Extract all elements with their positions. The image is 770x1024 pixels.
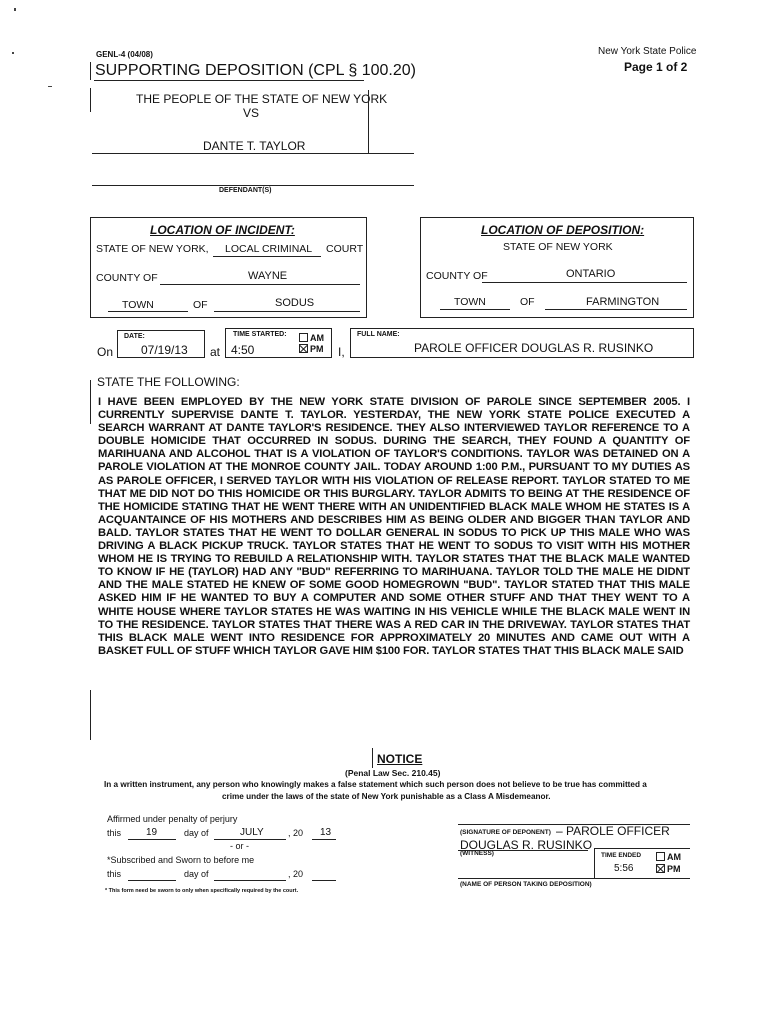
margin-rule [90,88,91,112]
incident-court-type: LOCAL CRIMINAL [225,243,313,255]
am-checkbox [299,333,308,342]
statement-intro: STATE THE FOLLOWING: [97,375,240,389]
header-underline [94,80,364,81]
day-of2-label: day of [184,869,209,879]
scan-mark [48,86,52,87]
affirmed-text: Affirmed under penalty of perjury [107,814,238,824]
i-label: I, [338,345,345,359]
form-id: GENL-4 (04/08) [96,50,153,59]
on-label: On [97,345,114,359]
incident-heading: LOCATION OF INCIDENT: [150,223,295,237]
time-started-pm [299,344,324,354]
incident-town: SODUS [275,297,315,309]
notice-law: (Penal Law Sec. 210.45) [345,768,441,778]
incident-county: WAYNE [248,270,288,282]
this2-day-line [128,880,176,881]
end-am-label: AM [667,852,681,862]
agency-name: New York State Police [598,46,697,57]
deposition-town-label: TOWN [454,296,486,308]
sworn-month-line [214,839,286,840]
this-label: this [107,828,122,838]
deponent-name-2: DOUGLAS R. RUSINKO [460,838,593,852]
statement-text: I HAVE BEEN EMPLOYED BY THE NEW YORK STATE DIVISION OF PAROLE SINCE SEPTEMBER 2005. I CURRENTLY SUPERVISE DANTE T. TAYLOR. YESTERDAY, THE NEW YORK STATE POLICE EXECUTED A SEARCH WARRANT AT DANTE TAYLOR'S RESIDENCE. THEY ALSO INTERVIEWED TAYLOR REFERENCE TO A DOUBLE HOMICIDE THAT OCCURRED IN SODUS. DURING THE SEARCH, THEY FOUND A QUANTITY OF MARIHUANA AND ALCOHOL THAT IS A VIOLATION OF TAYLOR'S CONDITIONS. TAYLOR WAS DETAINED ON A PAROLE VIOLATION AT THE MONROE COUNTY JAIL. TODAY AROUND 1:00 P.M., PURSUANT TO MY DUTIES AS AS PAROLE OFFICER, I SERVED TAYLOR WITH HIS VIOLATION OF RELEASE REPORT. TAYLOR STATED TO ME THAT ME DID NOT DO THIS HOMICIDE OR THIS BURGLARY. TAYLOR ADMITS TO BEING AT THE RESIDENCE OF THE HOMICIDE STATING THAT HE WENT THERE WITH AN UNIDENTIFIED BLACK MALE WHOM HE STATES IS A ACQUANTAINCE OF HIS MOTHERS AND DESCRIBES HIM AS BEING OLDER AND BIGGER THAN TAYLOR AND BALD. TAYLOR STATES THAT HE WENT TO DOLLAR GENERAL IN SODUS TO PICK UP THIS MALE WHO WAS DRIVING A BLACK PICKUP TRUCK. TAYLOR STATES THAT HE WENT TO SODUS TO VISIT WITH HIS MOTHER WHOM HE IS TRYING TO REBUILD A RELATIONSHIP WITH. TAYLOR STATES THAT THE BLACK MALE WANTED TO KNOW IF HE (TAYLOR) HAD ANY "BUD" REFERRING TO MARIHUANA. TAYLOR TOLD THE MALE HE DIDNT AND THE MALE STATED HE KNEW OF SOME GOOD HOMEGROWN "BUD". TAYLOR STATED THAT THIS MALE ASKED HIM IF HE WANTED TO BUY A COMPUTER AND SOME OTHER STUFF AND THAT THEY WENT TO A WHITE HOUSE WHERE TAYLOR STATES HE WAS WAITING IN HIS VEHICLE WHILE THE BLACK MALE WENT IN TO THE RESIDENCE. TAYLOR STATES THAT THERE WAS A RED CAR IN THE DRIVEWAY. TAYLOR STATES THAT THIS BLACK MALE WENT INTO RESIDENCE FOR APPROXIMATELY 20 MINUTES AND CAME OUT WITH A BASKET FULL OF STUFF WHICH TAYLOR GAVE HIM $100 FOR. TAYLOR STATES THAT THIS BLACK MALE SAID [98,396,690,657]
incident-town-type-line [108,311,188,312]
sworn-day: 19 [146,827,158,838]
incident-county-line [160,284,360,285]
statement-body [98,396,690,658]
sworn-year-line [312,839,336,840]
header-rule [90,62,91,80]
at-label: at [210,345,221,359]
year-prefix: , 20 [288,828,304,838]
time-ended-label: TIME ENDED [601,852,642,859]
subscribed-text: *Subscribed and Sworn to before me [107,855,255,865]
taker-label: (NAME OF PERSON TAKING DEPOSITION) [460,881,592,888]
pm-checkbox [299,344,308,353]
taker-line [458,878,690,879]
defendant-line [92,153,414,154]
deposition-county: ONTARIO [566,268,616,280]
incident-of-label: OF [193,299,208,311]
year-prefix2: , 20 [288,869,304,879]
deponent-name-1: – PAROLE OFFICER [556,824,670,838]
people-caption: THE PEOPLE OF THE STATE OF NEW YORK [136,92,388,106]
this2-label: this [107,869,122,879]
day-of-label: day of [184,828,209,838]
defendant-label: DEFENDANT(S) [219,187,272,194]
notice-text-line2: crime under the laws of the state of New York punishable as a Class A Misdemeanor. [222,792,551,801]
sworn-day-line [128,839,176,840]
notice-rule [372,748,373,768]
caption-rule [368,90,369,154]
time-ended-pm [656,864,681,874]
am-label: AM [310,333,324,343]
sworn-year: 13 [320,827,332,838]
deposition-state: STATE OF NEW YORK [503,241,613,253]
deposition-town: FARMINGTON [586,296,660,308]
time-started-label: TIME STARTED: [233,331,287,338]
notice-title: NOTICE [377,752,423,766]
defendant-label-line [92,185,414,186]
end-pm-label: PM [667,864,681,874]
page-number: Page 1 of 2 [624,60,688,74]
time-ended-value: 5:56 [614,863,634,874]
date-label: DATE: [124,333,145,340]
incident-court-label: COURT [326,243,364,255]
sworn-footnote: * This form need be sworn to only when specifically required by the court. [105,888,299,894]
time-ended-am [656,852,681,862]
date-value: 07/19/13 [141,343,188,357]
end-pm-checkbox [656,864,665,873]
sworn-month: JULY [240,827,264,838]
incident-county-label: COUNTY OF [96,272,158,284]
notice-text-line1: In a written instrument, any person who knowingly makes a false statement which such person does not believe to be true has committed a [104,780,647,789]
court-type-line [213,256,321,257]
vs-caption: VS [243,106,260,120]
defendant-name: DANTE T. TAYLOR [203,139,306,153]
this2-month-line [214,880,286,881]
fullname-label: FULL NAME: [357,331,400,338]
incident-town-label: TOWN [122,299,154,311]
deposition-of-label: OF [520,296,535,308]
fullname-value: PAROLE OFFICER DOUGLAS R. RUSINKO [414,341,654,355]
incident-town-line [214,311,360,312]
deponent-label: (SIGNATURE OF DEPONENT) [460,829,551,836]
deposition-town-type-line [440,309,510,310]
page-title: SUPPORTING DEPOSITION (CPL § 100.20) [95,62,416,79]
scan-mark [12,52,14,54]
time-started-value: 4:50 [231,343,255,357]
end-am-checkbox [656,852,665,861]
witness-line [458,850,588,851]
deposition-county-label: COUNTY OF [426,270,488,282]
time-started-am [299,333,324,343]
deposition-town-line [545,309,687,310]
deposition-county-line [482,282,687,283]
or-text: - or - [230,841,249,851]
pm-label: PM [310,344,324,354]
deposition-heading: LOCATION OF DEPOSITION: [481,223,645,237]
statement-margin-rule-2 [90,690,91,740]
statement-margin-rule [90,380,91,424]
scan-mark [14,8,16,11]
this2-year-line [312,880,336,881]
incident-state-label: STATE OF NEW YORK, [96,243,209,255]
witness-label: (WITNESS) [460,850,494,857]
